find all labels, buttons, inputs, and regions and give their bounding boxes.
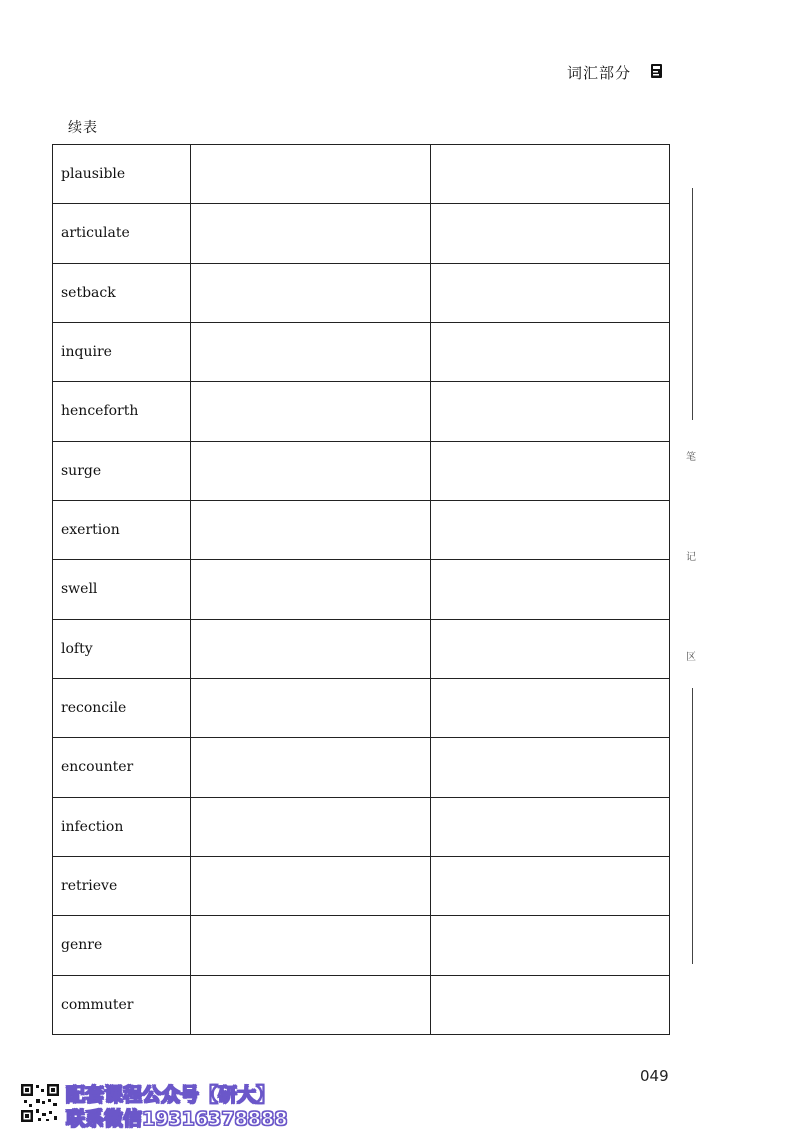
notes-divider-bottom — [692, 688, 693, 964]
notes-label-char: 区 — [686, 652, 696, 663]
vocab-word: plausible — [53, 145, 191, 204]
table-row — [53, 322, 670, 381]
vocab-word: exertion — [53, 500, 191, 559]
qr-code-icon — [20, 1083, 60, 1123]
blank-cell-notes — [431, 204, 670, 263]
notes-divider-top — [692, 188, 693, 420]
table-row — [53, 382, 670, 441]
vocab-word: inquire — [53, 322, 191, 381]
blank-cell-notes — [431, 678, 670, 737]
blank-cell-meaning — [191, 560, 431, 619]
vocabulary-table — [52, 144, 670, 1035]
vocab-word: swell — [53, 560, 191, 619]
vocab-word: articulate — [53, 204, 191, 263]
blank-cell-notes — [431, 797, 670, 856]
table-row — [53, 916, 670, 975]
table-row — [53, 263, 670, 322]
table-row — [53, 856, 670, 915]
blank-cell-meaning — [191, 797, 431, 856]
vocab-word: infection — [53, 797, 191, 856]
blank-cell-notes — [431, 975, 670, 1034]
blank-cell-notes — [431, 619, 670, 678]
promo-line-1: 配套课程公众号【研大】 — [66, 1084, 276, 1106]
table-row — [53, 500, 670, 559]
vocab-word: reconcile — [53, 678, 191, 737]
blank-cell-meaning — [191, 204, 431, 263]
blank-cell-notes — [431, 856, 670, 915]
table-row — [53, 145, 670, 204]
vocab-word: encounter — [53, 738, 191, 797]
section-title: 词汇部分 — [567, 64, 632, 82]
blank-cell-meaning — [191, 382, 431, 441]
table-row — [53, 204, 670, 263]
promo-line-2: 联系微信19316378888 — [66, 1108, 288, 1130]
table-row — [53, 975, 670, 1034]
blank-cell-meaning — [191, 916, 431, 975]
blank-cell-meaning — [191, 678, 431, 737]
table-row — [53, 619, 670, 678]
table-row — [53, 560, 670, 619]
blank-cell-meaning — [191, 322, 431, 381]
book-icon — [650, 63, 664, 79]
blank-cell-meaning — [191, 441, 431, 500]
blank-cell-meaning — [191, 619, 431, 678]
vocabulary-table-body — [53, 145, 670, 1035]
vocab-word: setback — [53, 263, 191, 322]
page-number: 049 — [640, 1067, 669, 1085]
vocab-word: commuter — [53, 975, 191, 1034]
blank-cell-notes — [431, 560, 670, 619]
notes-label-char: 记 — [686, 552, 696, 563]
blank-cell-notes — [431, 441, 670, 500]
vocab-word: henceforth — [53, 382, 191, 441]
blank-cell-meaning — [191, 856, 431, 915]
blank-cell-notes — [431, 145, 670, 204]
vocab-word: surge — [53, 441, 191, 500]
vocab-word: genre — [53, 916, 191, 975]
notes-label-char: 笔 — [686, 452, 696, 463]
table-row — [53, 738, 670, 797]
blank-cell-notes — [431, 500, 670, 559]
table-row — [53, 797, 670, 856]
blank-cell-notes — [431, 382, 670, 441]
table-row — [53, 678, 670, 737]
blank-cell-meaning — [191, 975, 431, 1034]
blank-cell-meaning — [191, 500, 431, 559]
table-row — [53, 441, 670, 500]
blank-cell-meaning — [191, 263, 431, 322]
vocab-word: retrieve — [53, 856, 191, 915]
blank-cell-meaning — [191, 738, 431, 797]
blank-cell-notes — [431, 738, 670, 797]
blank-cell-notes — [431, 916, 670, 975]
blank-cell-notes — [431, 322, 670, 381]
table-caption: 续表 — [68, 120, 98, 136]
blank-cell-meaning — [191, 145, 431, 204]
vocab-word: lofty — [53, 619, 191, 678]
blank-cell-notes — [431, 263, 670, 322]
